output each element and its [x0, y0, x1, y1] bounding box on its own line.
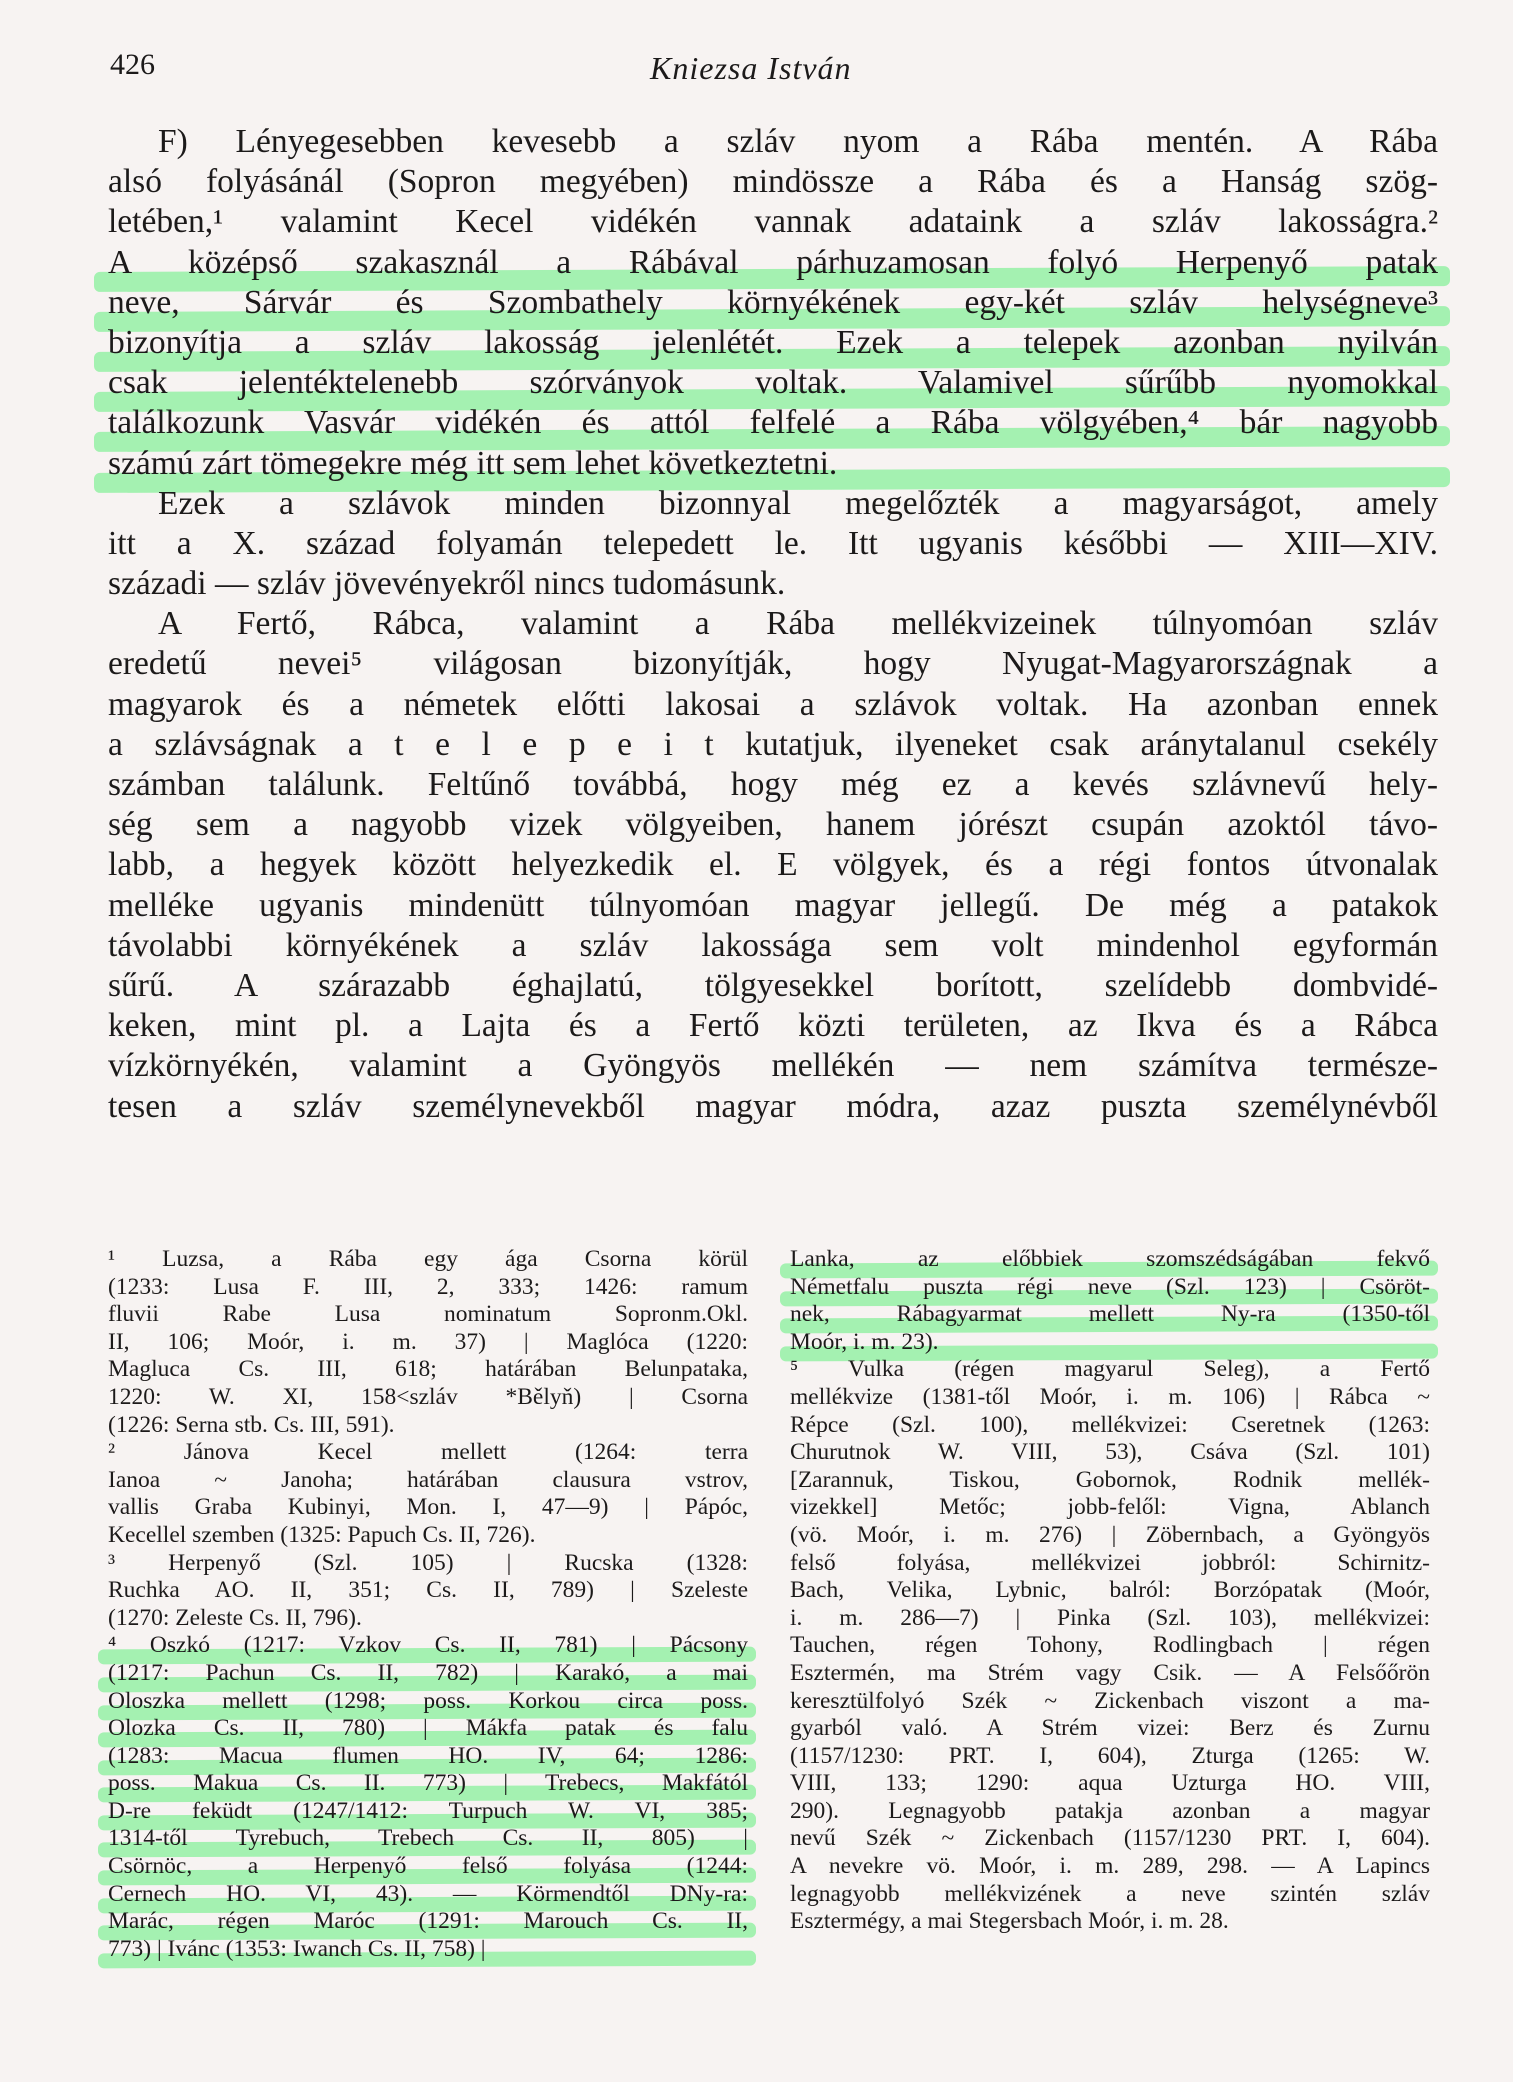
footnote-line: (1157/1230: PRT. I, 604), Zturga (1265: W.	[790, 1742, 1430, 1769]
footnote-line: Kecellel szemben (1325: Papuch Cs. II, 726).	[108, 1521, 536, 1548]
footnote-line: A nevekre vö. Moór, i. m. 289, 298. — A Lapincs	[790, 1853, 1430, 1880]
footnote-line: Magluca Cs. III, 618; határában Belunpataka,	[108, 1356, 748, 1383]
body-line-highlighted: neve, Sárvár és Szombathely környékének egy-két szláv helységneve³	[108, 283, 1438, 323]
footnote-line: ³ Herpenyő (Szl. 105) | Rucska (1328:	[108, 1549, 748, 1576]
footnote-line: vizekkel] Metőc; jobb-felől: Vigna, Ablanch	[790, 1494, 1430, 1521]
body-line: tesen a szláv személynevekből magyar módra, azaz puszta személynévből	[108, 1087, 1438, 1125]
footnote-line: Esztermén, ma Strém vagy Csik. — A Felsőőrön	[790, 1659, 1430, 1686]
footnote-line: gyarból való. A Strém vizei: Berz és Zurnu	[790, 1715, 1430, 1742]
body-line: ség sem a nagyobb vizek völgyeiben, hanem jórészt csupán azoktól távo-	[108, 806, 1438, 844]
footnote-line: fluvii Rabe Lusa nominatum Sopronm.Okl.	[108, 1301, 748, 1328]
body-line: itt a X. század folyamán telepedett le. Itt ugyanis későbbi — XIII—XIV.	[108, 524, 1438, 562]
footnote-line: 290). Legnagyobb patakja azonban a magyar	[790, 1797, 1430, 1824]
running-head: Kniezsa István	[650, 50, 852, 86]
body-line-highlighted: A középső szakasznál a Rábával párhuzamosan folyó Herpenyő patak	[108, 243, 1438, 283]
footnote-line: 1220: W. XI, 158<szláv *Bělyň) | Csorna	[108, 1383, 748, 1410]
footnote-line: keresztülfolyó Szék ~ Zickenbach viszont a ma-	[790, 1687, 1430, 1714]
body-line: magyarok és a németek előtti lakosai a szlávok voltak. Ha azonban ennek	[108, 685, 1438, 723]
body-line: századi — szláv jövevényekről nincs tudomásunk.	[108, 565, 786, 603]
footnote-line-highlighted: (1283: Macua flumen HO. IV, 64; 1286:	[108, 1742, 748, 1769]
footnote-line: [Zarannuk, Tiskou, Gobornok, Rodnik mellék-	[790, 1466, 1430, 1493]
footnote-line: ¹ Luzsa, a Rába egy ága Csorna körül	[108, 1246, 748, 1272]
footnote-line-highlighted: ⁴ Oszkó (1217: Vzkov Cs. II, 781) | Pácsony	[108, 1632, 748, 1659]
footnote-line: Répce (Szl. 100), mellékvizei: Cseretnek (1263:	[790, 1411, 1430, 1438]
footnote-line: Ruchka AO. II, 351; Cs. II, 789) | Szeleste	[108, 1577, 748, 1604]
footnote-line: nevű Szék ~ Zickenbach (1157/1230 PRT. I, 604).	[790, 1825, 1430, 1852]
body-line: keken, mint pl. a Lajta és a Fertő közti területen, az Ikva és a Rábca	[108, 1007, 1438, 1045]
body-line: letében,¹ valamint Kecel vidékén vannak adataink a szláv lakosságra.²	[108, 203, 1438, 241]
footnote-line: II, 106; Moór, i. m. 37) | Maglóca (1220:	[108, 1328, 748, 1355]
footnote-line-highlighted: (1217: Pachun Cs. II, 782) | Karakó, a mai	[108, 1659, 748, 1686]
body-line-highlighted: találkozunk Vasvár vidékén és attól felfelé a Rába völgyében,⁴ bár nagyobb	[108, 403, 1438, 443]
footnote-line-highlighted: 1314-től Tyrebuch, Trebech Cs. II, 805) |	[108, 1825, 748, 1852]
body-line: eredetű nevei⁵ világosan bizonyítják, hogy Nyugat-Magyarországnak a	[108, 645, 1438, 683]
body-line-highlighted: bizonyítja a szláv lakosság jelenlétét. Ezek a telepek azonban nyilván	[108, 323, 1438, 363]
footnote-line: Bach, Velika, Lybnic, balról: Borzópatak (Moór,	[790, 1577, 1430, 1604]
footnotes-right-column	[790, 1246, 1430, 1936]
footnote-line: Tauchen, régen Tohony, Rodlingbach | régen	[790, 1632, 1430, 1659]
body-line: labb, a hegyek között helyezkedik el. E völgyek, és a régi fontos útvonalak	[108, 846, 1438, 884]
body-line: távolabbi környékének a szláv lakossága sem volt mindenhol egyformán	[108, 926, 1438, 964]
footnote-line-highlighted: Oloszka mellett (1298; poss. Korkou circa poss.	[108, 1687, 748, 1714]
footnote-line-highlighted: 773) | Ivánc (1353: Iwanch Cs. II, 758) |	[108, 1936, 748, 1964]
footnotes-left-column	[108, 1246, 748, 1963]
main-body-text	[108, 122, 1438, 1127]
footnote-line-highlighted: D-re feküdt (1247/1412: Turpuch W. VI, 385;	[108, 1797, 748, 1824]
body-line: alsó folyásánál (Sopron megyében) mindössze a Rába és a Hanság szög-	[108, 163, 1438, 201]
footnote-line-highlighted: Németfalu puszta régi neve (Szl. 123) | Csöröt-	[790, 1273, 1430, 1300]
page-header	[0, 48, 1513, 88]
body-line: melléke ugyanis mindenütt túlnyomóan magyar jellegű. De még a patakok	[108, 886, 1438, 924]
footnote-line: i. m. 286—7) | Pinka (Szl. 103), mellékvizei:	[790, 1604, 1430, 1631]
footnote-line: vallis Graba Kubinyi, Mon. I, 47—9) | Pápóc,	[108, 1494, 748, 1521]
body-line: Ezek a szlávok minden bizonnyal megelőzték a magyarságot, amely	[158, 484, 1438, 522]
body-line: A Fertő, Rábca, valamint a Rába mellékvizeinek túlnyomóan szláv	[158, 605, 1438, 643]
body-line-highlighted: számú zárt tömegekre még itt sem lehet következtetni.	[108, 444, 1438, 484]
footnote-line-highlighted: Cernech HO. VI, 43). — Körmendtől DNy-ra:	[108, 1880, 748, 1907]
body-line: F) Lényegesebben kevesebb a szláv nyom a Rába mentén. A Rába	[158, 123, 1438, 160]
footnote-line: felső folyása, mellékvizei jobbról: Schirnitz-	[790, 1549, 1430, 1576]
footnote-line-highlighted: Olozka Cs. II, 780) | Mákfa patak és falu	[108, 1715, 748, 1742]
body-line-highlighted: csak jelentéktelenebb szórványok voltak. Valamivel sűrűbb nyomokkal	[108, 363, 1438, 403]
body-line: vízkörnyékén, valamint a Gyöngyös mellékén — nem számítva természe-	[108, 1047, 1438, 1085]
footnote-line: Esztermégy, a mai Stegersbach Moór, i. m. 28.	[790, 1908, 1229, 1935]
footnote-line: (1226: Serna stb. Cs. III, 591).	[108, 1411, 395, 1438]
footnote-line: VIII, 133; 1290: aqua Uzturga HO. VIII,	[790, 1770, 1430, 1797]
footnote-line: (1233: Lusa F. III, 2, 333; 1426: ramum	[108, 1273, 748, 1300]
footnote-line: Ianoa ~ Janoha; határában clausura vstrov,	[108, 1466, 748, 1493]
footnote-line-highlighted: Lanka, az előbbiek szomszédságában fekvő	[790, 1246, 1430, 1272]
footnote-line-highlighted: Csörnöc, a Herpenyő felső folyása (1244:	[108, 1853, 748, 1880]
footnote-line: Churutnok W. VIII, 53), Csáva (Szl. 101)	[790, 1439, 1430, 1466]
footnote-line: (1270: Zeleste Cs. II, 796).	[108, 1604, 362, 1631]
footnote-line: (vö. Moór, i. m. 276) | Zöbernbach, a Gyöngyös	[790, 1521, 1430, 1548]
body-line: a szlávságnak a t e l e p e i t kutatjuk, ilyeneket csak aránytalanul csekély	[108, 725, 1438, 763]
footnote-line-highlighted: Moór, i. m. 23).	[790, 1329, 1430, 1357]
footnote-line: legnagyobb mellékvizének a neve szintén szláv	[790, 1880, 1430, 1907]
footnote-line: ² Jánova Kecel mellett (1264: terra	[108, 1439, 748, 1466]
footnote-line: ⁵ Vulka (régen magyarul Seleg), a Fertő	[790, 1356, 1430, 1383]
page-number: 426	[110, 48, 155, 81]
footnote-line-highlighted: nek, Rábagyarmat mellett Ny-ra (1350-től	[790, 1301, 1430, 1328]
body-line: számban találunk. Feltűnő továbbá, hogy még ez a kevés szlávnevű hely-	[108, 766, 1438, 803]
body-line: sűrű. A szárazabb éghajlatú, tölgyesekkel borított, szelídebb dombvidé-	[108, 966, 1438, 1004]
footnote-line-highlighted: Marác, régen Maróc (1291: Marouch Cs. II,	[108, 1908, 748, 1935]
footnote-line: mellékvize (1381-től Moór, i. m. 106) | Rábca ~	[790, 1383, 1430, 1410]
footnote-line-highlighted: poss. Makua Cs. II. 773) | Trebecs, Makfától	[108, 1770, 748, 1797]
